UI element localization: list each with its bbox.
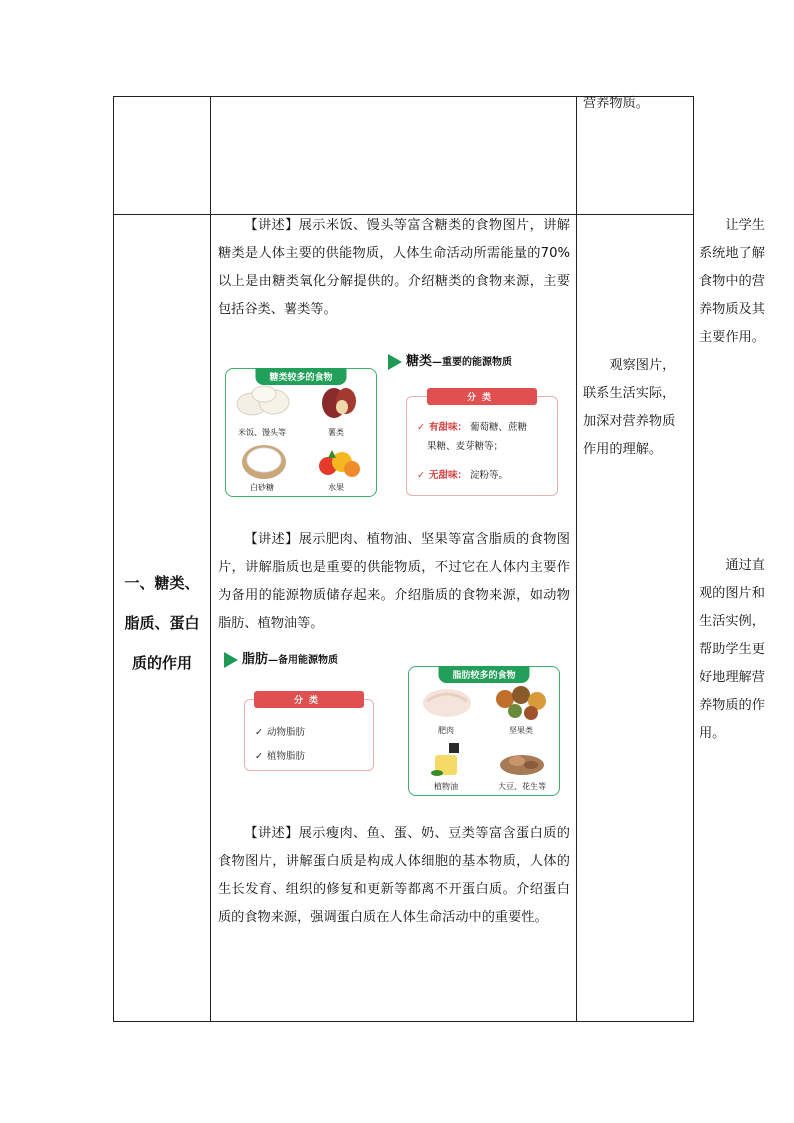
food-label: 白砂糖	[250, 483, 274, 492]
fat-class-label: 植物脂肪	[266, 751, 305, 762]
sugar-heading-main: 糖类	[406, 354, 433, 369]
sugar-card-title: 糖类较多的食物	[255, 368, 346, 385]
sugar-bowl-icon	[240, 442, 288, 480]
sweet-label: 有甜味：	[428, 422, 467, 433]
fat-class-item	[255, 724, 305, 738]
student-activity: 观察图片，联系生活实际，加深对营养物质作用的理解。	[583, 358, 676, 457]
paragraph-sugar: 【讲述】展示米饭、馒头等富含糖类的食物图片，讲解糖类是人体主要的供能物质，人体生命活动所需能量的70%以上是由糖类氧化分解提供的。介绍糖类的食物来源，主要包括谷类、薯类等。	[218, 218, 570, 317]
sweet-item-2: 果糖、麦芽糖等；	[427, 441, 504, 452]
steamed-bun-icon	[234, 382, 294, 418]
fatty-meat-icon	[419, 683, 475, 719]
food-label: 薯类	[328, 428, 344, 437]
sweet-items: 葡萄糖、蔗糖	[470, 422, 528, 433]
top-row-text: 营养物质。	[583, 96, 649, 111]
check-icon: ✓	[255, 751, 263, 762]
section-title	[115, 563, 209, 683]
fat-heading-main: 脂肪	[242, 652, 269, 667]
food-label: 大豆、花生等	[498, 782, 546, 791]
sugar-heading	[388, 350, 512, 370]
food-label: 肥肉	[438, 726, 454, 735]
sweet-item	[417, 419, 527, 433]
food-label: 水果	[328, 483, 344, 492]
fat-classification-box	[244, 696, 374, 771]
paragraph-fat: 【讲述】展示肥肉、植物油、坚果等富含脂质的食物图片，讲解脂质也是重要的供能物质，不过它在人体内主要作为备用的能源物质储存起来。介绍脂质的食物来源，如动物脂肪、植物油等。	[218, 532, 570, 631]
check-icon: ✓	[417, 422, 425, 433]
vegetable-oil-icon	[427, 741, 467, 779]
sugar-heading-sub: —重要的能源物质	[432, 357, 513, 368]
nonsweet-item	[417, 467, 508, 481]
food-label: 坚果类	[509, 726, 533, 735]
check-icon: ✓	[417, 470, 425, 481]
design-intent-1: 让学生系统地了解食物中的营养物质及其主要作用。	[699, 218, 765, 345]
nuts-icon	[493, 681, 551, 721]
fat-foods-card	[408, 666, 560, 796]
sugar-foods-card	[225, 368, 377, 497]
fruit-icon	[314, 442, 364, 480]
arrow-icon	[224, 652, 238, 668]
paragraph-protein: 【讲述】展示瘦肉、鱼、蛋、奶、豆类等富含蛋白质的食物图片，讲解蛋白质是构成人体细胞的基本物质，人体的生长发育、组织的修复和更新等都离不开蛋白质。介绍蛋白质的食物来源，强调蛋白质在人体生命活动中的重要性。	[218, 826, 570, 925]
section-title-line: 脂质、蛋白	[124, 614, 200, 632]
sugar-classification-box	[406, 393, 558, 496]
arrow-icon	[388, 354, 402, 370]
food-label: 米饭、馒头等	[238, 428, 286, 437]
nonsweet-items: 淀粉等。	[470, 470, 509, 481]
fat-class-label: 动物脂肪	[266, 727, 305, 738]
fat-heading	[224, 648, 338, 668]
design-intent-2: 通过直观的图片和生活实例，帮助学生更好地理解营养物质的作用。	[699, 558, 765, 741]
food-label: 植物油	[434, 782, 458, 791]
section-title-line: 质的作用	[131, 654, 192, 672]
fat-class-item	[255, 748, 305, 762]
fat-heading-sub: —备用能源物质	[268, 655, 339, 666]
classification-title: 分类	[427, 388, 537, 405]
check-icon: ✓	[255, 727, 263, 738]
fat-card-title: 脂肪较多的食物	[438, 666, 529, 683]
nonsweet-label: 无甜味：	[428, 470, 467, 481]
classification-title: 分类	[254, 691, 364, 708]
sweet-potato-icon	[314, 381, 362, 421]
section-title-line: 一、糖类、	[124, 574, 200, 592]
beans-icon	[497, 745, 547, 779]
